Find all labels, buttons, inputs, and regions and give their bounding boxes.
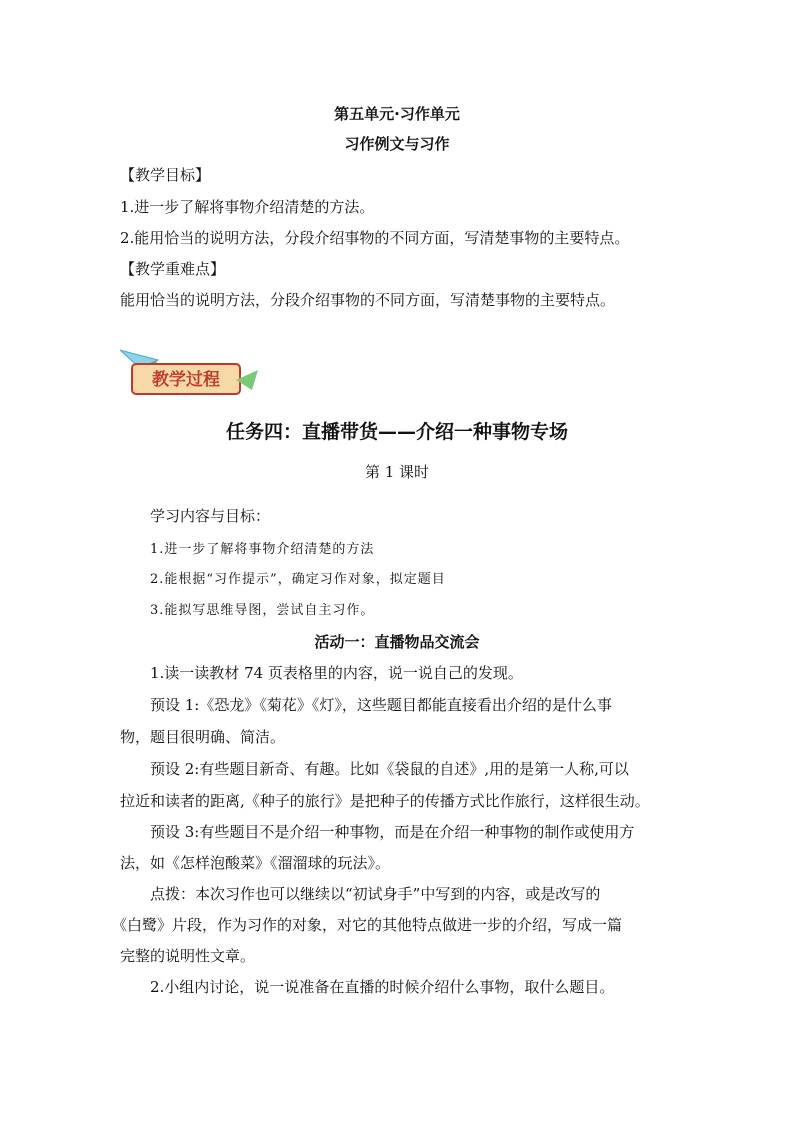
objective-item-1: 1.进一步了解将事物介绍清楚的方法。 [120,198,375,216]
goal-item-2: 2.能根据“习作提示”，确定习作对象，拟定题目 [150,572,446,587]
goal-item-1: 1.进一步了解将事物介绍清楚的方法 [150,542,375,557]
unit-title: 第五单元·习作单元 [334,105,460,123]
goals-heading: 学习内容与目标： [150,507,271,525]
objective-item-2: 2.能用恰当的说明方法，分段介绍事物的不同方面，写清楚事物的主要特点。 [120,229,630,247]
activity-line: 拉近和读者的距离,《种子的旅行》是把种子的传播方式比作旅行，这样很生动。 [120,792,650,810]
banner-graphic [118,346,260,402]
banner-label: 教学过程 [152,370,220,390]
objectives-heading: 【教学目标】 [120,166,211,184]
activity-line: 法，如《怎样泡酸菜》《溜溜球的玩法》。 [120,854,391,872]
key-points-heading: 【教学重难点】 [120,260,226,278]
activity-line: 预设 1:《恐龙》《菊花》《灯》，这些题目都能直接看出介绍的是什么事 [150,696,612,714]
activity-line: 预设 2:有些题目新奇、有趣。比如《袋鼠的自述》,用的是第一人称,可以 [150,760,629,778]
teaching-process-banner [118,346,260,402]
task-title: 任务四：直播带货——介绍一种事物专场 [225,421,568,443]
activity-line: 1.读一读教材 74 页表格里的内容，说一说自己的发现。 [150,664,523,682]
activity-line: 预设 3:有些题目不是介绍一种事物，而是在介绍一种事物的制作或使用方 [150,823,635,841]
goal-item-3: 3.能拟写思维导图，尝试自主习作。 [150,603,375,618]
activity-line: 点拨：本次习作也可以继续以“初试身手”中写到的内容，或是改写的 [150,885,601,903]
lesson-label: 第 1 课时 [364,463,430,481]
subtitle: 习作例文与习作 [344,135,450,153]
activity-line: 《白鹭》片段，作为习作的对象，对它的其他特点做进一步的介绍，写成一篇 [112,916,623,934]
activity-line: 物，题目很明确、简洁。 [120,728,286,746]
activity-title: 活动一：直播物品交流会 [314,633,480,651]
activity-line: 完整的说明性文章。 [120,947,256,965]
activity-line: 2.小组内讨论，说一说准备在直播的时候介绍什么事物，取什么题目。 [150,978,615,996]
key-points-text: 能用恰当的说明方法，分段介绍事物的不同方面，写清楚事物的主要特点。 [120,291,616,309]
